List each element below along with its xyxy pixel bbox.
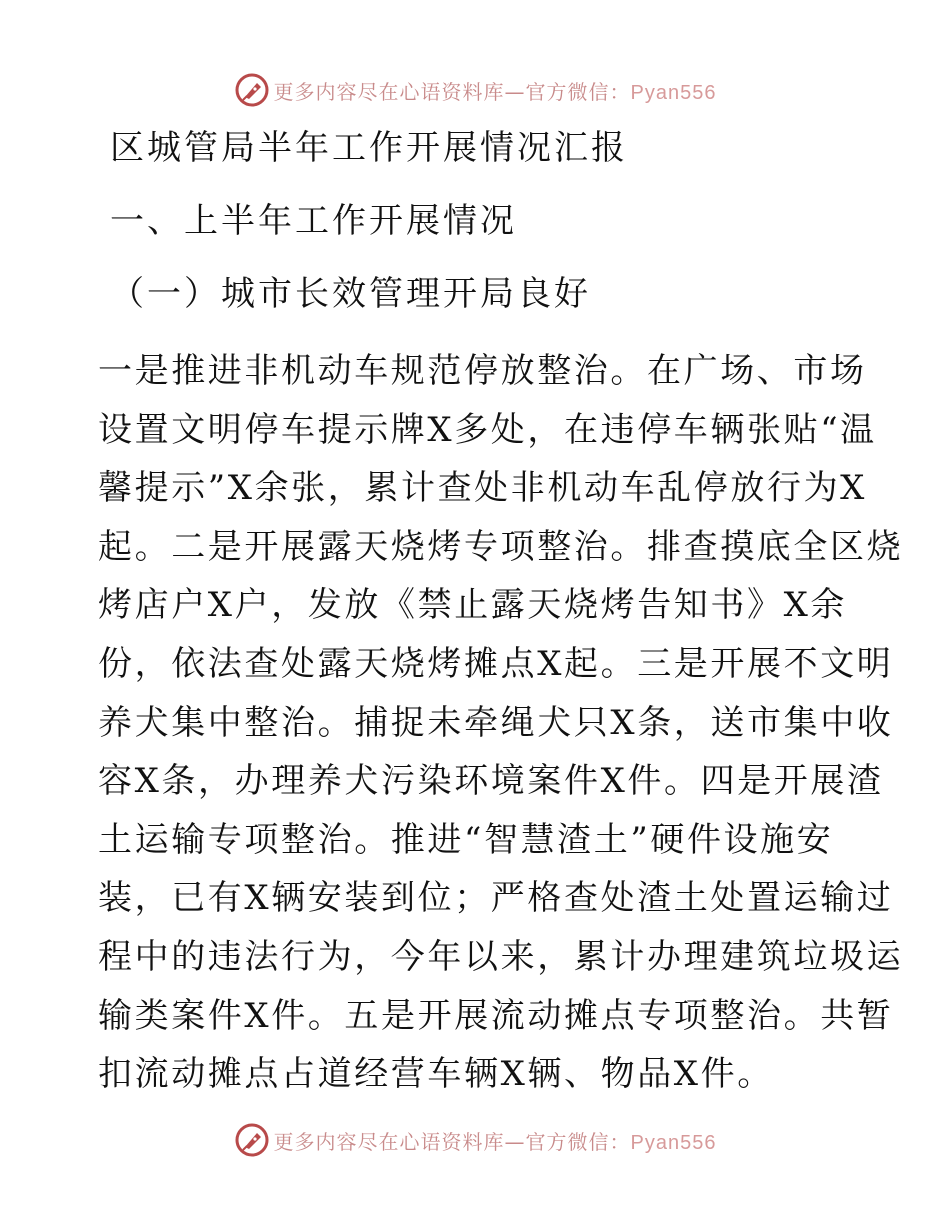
section-heading: 一、上半年工作开展情况: [110, 201, 517, 241]
watermark-wechat-id: Pyan556: [630, 81, 717, 104]
body-line: 起。二是开展露天烧烤专项整治。排查摸底全区烧: [98, 526, 904, 567]
watermark-header: [0, 70, 950, 110]
watermark-separator: —: [504, 79, 526, 104]
body-line: 扣流动摊点占道经营车辆X辆、物品X件。: [98, 1054, 774, 1095]
body-paragraph: [98, 342, 904, 1104]
watermark-text-group: [274, 1126, 717, 1155]
watermark-separator: —: [504, 1129, 526, 1154]
watermark-text: 更多内容尽在心语资料库: [273, 79, 505, 104]
watermark-wechat-id: Pyan556: [630, 1131, 717, 1154]
watermark-text: 更多内容尽在心语资料库: [273, 1129, 505, 1154]
document-title: 区城管局半年工作开展情况汇报: [110, 128, 628, 168]
watermark-footer: [0, 1120, 950, 1160]
body-line: 养犬集中整治。捕捉未牵绳犬只X条，送市集中收: [98, 702, 894, 743]
watermark-official: 官方微信：: [525, 79, 631, 104]
subsection-heading: （一）城市长效管理开局良好: [110, 274, 591, 314]
body-line: 程中的违法行为，今年以来，累计办理建筑垃圾运: [98, 936, 904, 977]
body-line: 装，已有X辆安装到位；严格查处渣土处置运输过: [98, 878, 894, 919]
body-line: 份，依法查处露天烧烤摊点X起。三是开展不文明: [98, 643, 894, 684]
body-line: 一是推进非机动车规范停放整治。在广场、市场: [98, 351, 867, 391]
body-line: 输类案件X件。五是开展流动摊点专项整治。共暂: [98, 995, 894, 1036]
body-line: 土运输专项整治。推进“智慧渣土”硬件设施安: [98, 819, 834, 860]
pen-nib-logo-icon: [234, 1122, 270, 1158]
body-line: 烤店户X户，发放《禁止露天烧烤告知书》X余: [98, 585, 848, 626]
pen-nib-logo-icon: [234, 72, 270, 108]
body-line: 馨提示”X余张，累计查处非机动车乱停放行为X: [98, 468, 867, 509]
body-line: 设置文明停车提示牌X多处，在违停车辆张贴“温: [98, 409, 877, 450]
watermark-text-group: [274, 76, 717, 105]
body-line: 容X条，办理养犬污染环境案件X件。四是开展渣: [98, 761, 884, 802]
watermark-official: 官方微信：: [525, 1129, 631, 1154]
